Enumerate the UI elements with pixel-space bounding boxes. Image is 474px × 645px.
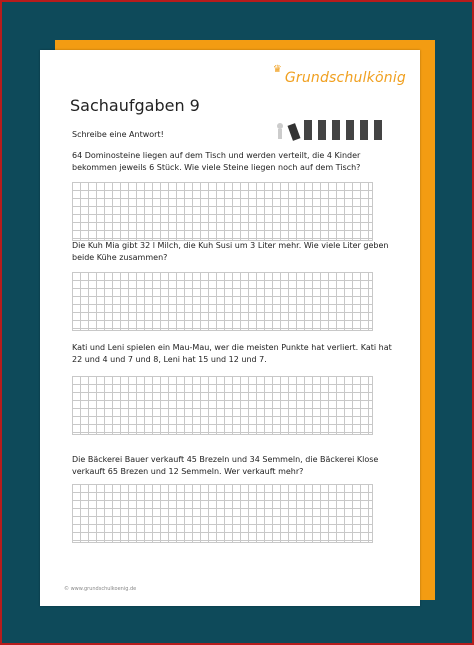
answer-grid-1[interactable] (72, 182, 373, 241)
page-title: Sachaufgaben 9 (70, 96, 200, 115)
logo-text: Grundschulkönig (284, 70, 406, 86)
answer-grid-2[interactable] (72, 272, 373, 331)
domino-illustration (272, 114, 392, 146)
answer-grid-4[interactable] (72, 484, 373, 543)
brand-logo (272, 64, 406, 86)
answer-grid-3[interactable] (72, 376, 373, 435)
instruction: Schreibe eine Antwort! (72, 130, 164, 139)
worksheet-page (40, 50, 420, 606)
crown-icon: ♛ (272, 64, 282, 75)
footer-url: © www.grundschulkoenig.de (64, 586, 137, 592)
task-3: Kati und Leni spielen ein Mau-Mau, wer die meisten Punkte hat verliert. Kati hat 22 und 4 und 7 und 8, Leni hat 15 und 12 und 7. (72, 343, 392, 364)
task-1: 64 Dominosteine liegen auf dem Tisch und werden verteilt, die 4 Kinder bekommen jeweils 6 Stück. Wie viele Steine liegen noch auf dem Tisch? (72, 151, 361, 172)
task-2: Die Kuh Mia gibt 32 l Milch, die Kuh Susi um 3 Liter mehr. Wie viele Liter geben beide Kühe zusammen? (72, 241, 389, 262)
task-4: Die Bäckerei Bauer verkauft 45 Brezeln und 34 Semmeln, die Bäckerei Klose verkauft 65 Brezen und 12 Semmeln. Wer verkauft mehr? (72, 455, 379, 476)
